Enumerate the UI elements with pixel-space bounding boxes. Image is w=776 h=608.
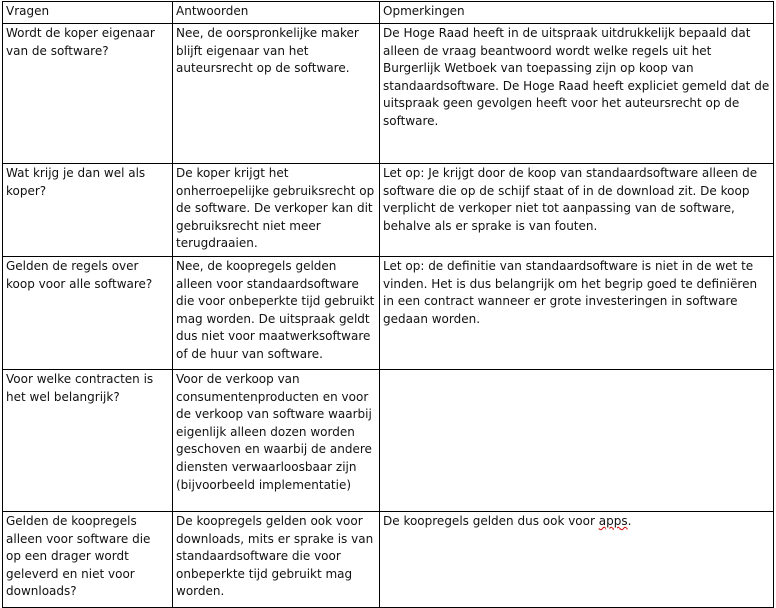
remark-cell bbox=[380, 370, 774, 512]
answer-cell: Voor de verkoop van consumentenproducten en voor de verkoop van software waarbij eigenlijk alleen dozen worden geschoven en waarbij de andere diensten verwaarloosbaar zijn (bijvoorbeeld implementatie) bbox=[173, 370, 380, 512]
table-row bbox=[3, 512, 774, 608]
remark-cell bbox=[380, 512, 774, 608]
question-cell: Wat krijg je dan wel als koper? bbox=[3, 164, 173, 257]
answer-cell: Nee, de koopregels gelden alleen voor standaardsoftware die voor onbeperkte tijd gebruikt mag worden. De uitspraak geldt dus niet voor maatwerksoftware of de huur van software. bbox=[173, 257, 380, 370]
table-row bbox=[3, 257, 774, 370]
spellcheck-flagged-word[interactable]: apps bbox=[598, 514, 628, 528]
table-row bbox=[3, 370, 774, 512]
remark-text-end: . bbox=[627, 514, 632, 528]
question-cell: Voor welke contracten is het wel belangrijk? bbox=[3, 370, 173, 512]
remark-cell: De Hoge Raad heeft in de uitspraak uitdrukkelijk bepaald dat alleen de vraag beantwoord wordt welke regels uit het Burgerlijk Wetboek van toepassing zijn op koop van standaardsoftware. De Hoge Raad heeft expliciet gemeld dat de uitspraak geen gevolgen heeft voor het auteursrecht op de software. bbox=[380, 24, 774, 164]
table-row bbox=[3, 164, 774, 257]
remark-text: De koopregels gelden dus ook voor bbox=[383, 514, 599, 528]
header-opmerkingen: Opmerkingen bbox=[380, 2, 774, 24]
answer-cell: De koper krijgt het onherroepelijke gebruiksrecht op de software. De verkoper kan dit gebruiksrecht niet meer terugdraaien. bbox=[173, 164, 380, 257]
header-row bbox=[3, 2, 774, 24]
header-antwoorden: Antwoorden bbox=[173, 2, 380, 24]
remark-cell: Let op: de definitie van standaardsoftware is niet in de wet te vinden. Het is dus belangrijk om het begrip goed te definiëren in een contract wanneer er grote investeringen in software gedaan worden. bbox=[380, 257, 774, 370]
answer-cell: Nee, de oorspronkelijke maker blijft eigenaar van het auteursrecht op de software. bbox=[173, 24, 380, 164]
question-cell: Gelden de regels over koop voor alle software? bbox=[3, 257, 173, 370]
answer-cell: De koopregels gelden ook voor downloads, mits er sprake is van standaardsoftware die voor onbeperkte tijd gebruikt mag worden. bbox=[173, 512, 380, 608]
table-row bbox=[3, 24, 774, 164]
question-cell: Gelden de koopregels alleen voor software die op een drager wordt geleverd en niet voor downloads? bbox=[3, 512, 173, 608]
question-cell: Wordt de koper eigenaar van de software? bbox=[3, 24, 173, 164]
header-vragen: Vragen bbox=[3, 2, 173, 24]
remark-cell: Let op: Je krijgt door de koop van standaardsoftware alleen de software die op de schijf staat of in de download zit. De koop verplicht de verkoper niet tot aanpassing van de software, behalve als er sprake is van fouten. bbox=[380, 164, 774, 257]
faq-table bbox=[2, 1, 774, 608]
